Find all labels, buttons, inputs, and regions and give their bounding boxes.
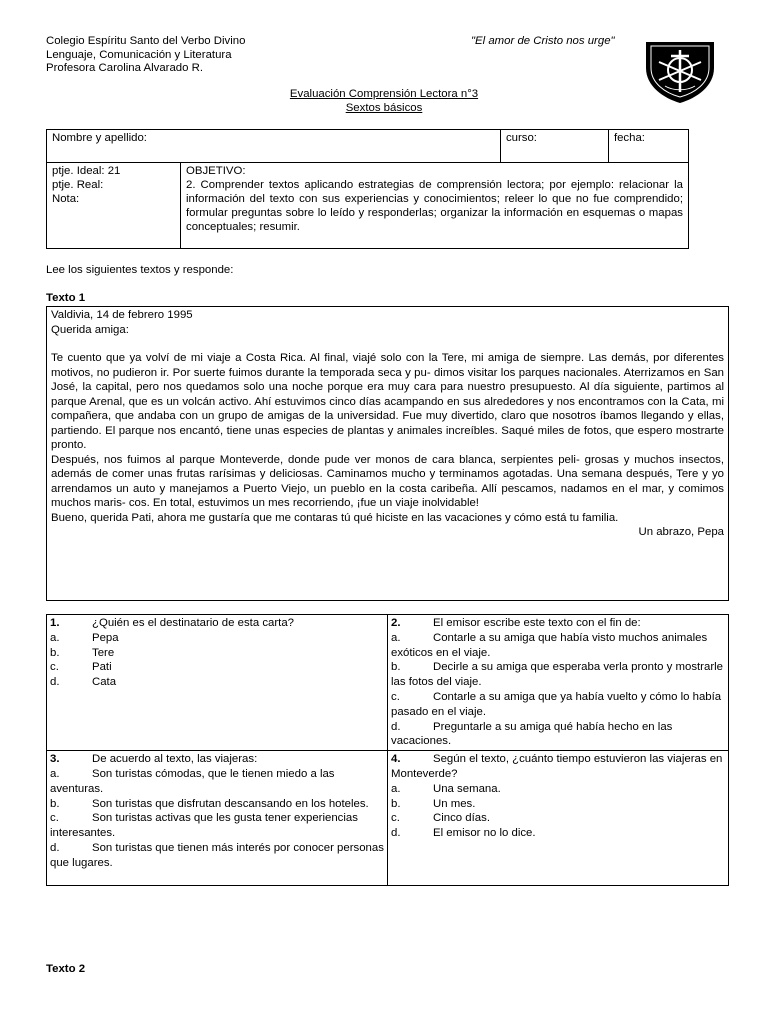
option-a[interactable]: a. Son turistas cómodas, que le tienen miedo a las aventuras. — [50, 767, 335, 795]
letter-paragraph-3: Bueno, querida Pati, ahora me gustaría que me contaras tú qué hiciste en las vacaciones y cómo está tu familia. — [51, 511, 619, 524]
option-c[interactable]: c. Contarle a su amiga que ya había vuelto y cómo lo había pasado en el viaje. — [391, 690, 722, 718]
score-real: ptje. Real: — [52, 179, 104, 191]
letter-text-box — [46, 306, 729, 601]
option-a[interactable]: a. Una semana. — [391, 782, 501, 795]
option-d[interactable]: d. Preguntarle a su amiga qué había hecho en las vacaciones. — [391, 720, 673, 748]
school-name: Colegio Espíritu Santo del Verbo Divino — [46, 35, 246, 47]
question-text: Según el texto, ¿cuánto tiempo estuvieron las viajeras en Monteverde? — [391, 753, 723, 780]
date-field[interactable] — [608, 130, 688, 163]
option-d[interactable]: d. Cata — [50, 676, 117, 689]
name-field[interactable] — [47, 130, 501, 163]
option-c[interactable]: c. Cinco días. — [391, 812, 490, 825]
date-label: fecha: — [613, 132, 645, 144]
grade-label: Nota: — [52, 193, 80, 205]
question-2 — [388, 615, 729, 751]
evaluation-subtitle: Sextos básicos — [345, 102, 423, 114]
objective-text: 2. Comprender textos aplicando estrategias de comprensión lectora; por ejemplo: relacionar la información del texto con sus experiencias y conocimientos; releer lo que no fue comprendido; formular preguntas sobre lo leído y responderlas; organizar la información en esquemas o mapas conceptuales; resumir. — [186, 179, 683, 233]
course-field[interactable] — [500, 130, 608, 163]
option-b[interactable]: b. Decirle a su amiga que esperaba verla pronto y mostrarle las fotos del viaje. — [391, 661, 723, 689]
student-info-table — [46, 129, 689, 249]
subject-name: Lenguaje, Comunicación y Literatura — [46, 48, 232, 61]
option-c[interactable]: c. Son turistas activas que les gusta tener experiencias interesantes. — [50, 812, 358, 840]
texto2-label: Texto 2 — [46, 963, 86, 975]
evaluation-titles — [0, 87, 768, 115]
letter-signature: Un abrazo, Pepa — [638, 526, 724, 538]
option-b[interactable]: b. Tere — [50, 646, 115, 659]
school-motto: "El amor de Cristo nos urge" — [471, 35, 615, 47]
question-4 — [388, 751, 729, 886]
question-3 — [47, 751, 388, 886]
question-number: 2. — [391, 617, 401, 629]
name-label: Nombre y apellido: — [52, 132, 147, 144]
school-header — [46, 35, 245, 76]
question-text: ¿Quién es el destinatario de esta carta? — [92, 617, 294, 629]
option-c[interactable]: c. Pati — [50, 661, 112, 674]
question-1 — [47, 615, 388, 751]
question-number: 3. — [50, 753, 60, 766]
teacher-name: Profesora Carolina Alvarado R. — [46, 62, 204, 74]
questions-table — [46, 614, 729, 886]
objective-label: OBJETIVO: — [186, 165, 246, 177]
option-d[interactable]: d. Son turistas que tienen más interés por conocer personas que lugares. — [50, 841, 384, 869]
option-a[interactable]: a. Contarle a su amiga que había visto muchos animales exóticos en el viaje. — [391, 631, 708, 659]
question-text: El emisor escribe este texto con el fin de: — [433, 617, 641, 629]
texto1-label: Texto 1 — [46, 292, 86, 304]
letter-paragraph-1: Te cuento que ya volví de mi viaje a Costa Rica. Al final, viajé solo con la Tere, mi amiga de siempre. Las demás, por diferentes motivos, no pudieron ir. Por suerte fuimos durante la temporada seca y pu- dimos visitar los parques nacionales. Aterrizamos en San José, la capital, pero nos quedamos solo una noche porque era muy cara para nuestro presupuesto. Al día siguiente, partimos al parque Arenal, que es un volcán activo. Ahí estuvimos cinco días acampando en sus alrededores y nos encontramos con la Cata, mi compañera, que andaba con un grupo de amigas de la universidad. Fue muy divertido, claro que nosotros íbamos llegando y ellas, partiendo. El parque nos encantó, tiene unas especies de plantas y animales increíbles. Saqué miles de fotos, que espero mostrarte pronto. — [51, 352, 724, 451]
objective-cell — [181, 163, 689, 249]
score-cell — [47, 163, 181, 249]
question-number: 1. — [50, 617, 60, 629]
letter-place-date: Valdivia, 14 de febrero 1995 — [51, 309, 193, 321]
letter-greeting: Querida amiga: — [51, 323, 129, 336]
letter-paragraph-2: Después, nos fuimos al parque Monteverde, donde pude ver monos de cara blanca, serpientes peli- grosas y muchos insectos, además de comer unas frutas rarísimas y deliciosas. Caminamos mucho y terminamos agotadas. Una semana después, Tere y yo arrendamos un auto y manejamos a Puerto Viejo, un pueblo en la costa caribeña. Allí pescamos, nadamos en el mar, y comimos muchos maris- cos. En total, estuvimos un mes recorriendo, ¡fue un viaje inolvidable! — [51, 453, 724, 509]
instructions: Lee los siguientes textos y responde: — [46, 264, 234, 276]
option-b[interactable]: b. Un mes. — [391, 797, 476, 810]
evaluation-title: Evaluación Comprensión Lectora n°3 — [289, 88, 479, 100]
option-b[interactable]: b. Son turistas que disfrutan descansando en los hoteles. — [50, 797, 369, 810]
question-text: De acuerdo al texto, las viajeras: — [92, 753, 258, 766]
course-label: curso: — [505, 132, 537, 144]
score-ideal: ptje. Ideal: 21 — [52, 165, 121, 177]
question-number: 4. — [391, 753, 401, 766]
option-a[interactable]: a. Pepa — [50, 631, 119, 644]
option-d[interactable]: d. El emisor no lo dice. — [391, 827, 536, 840]
